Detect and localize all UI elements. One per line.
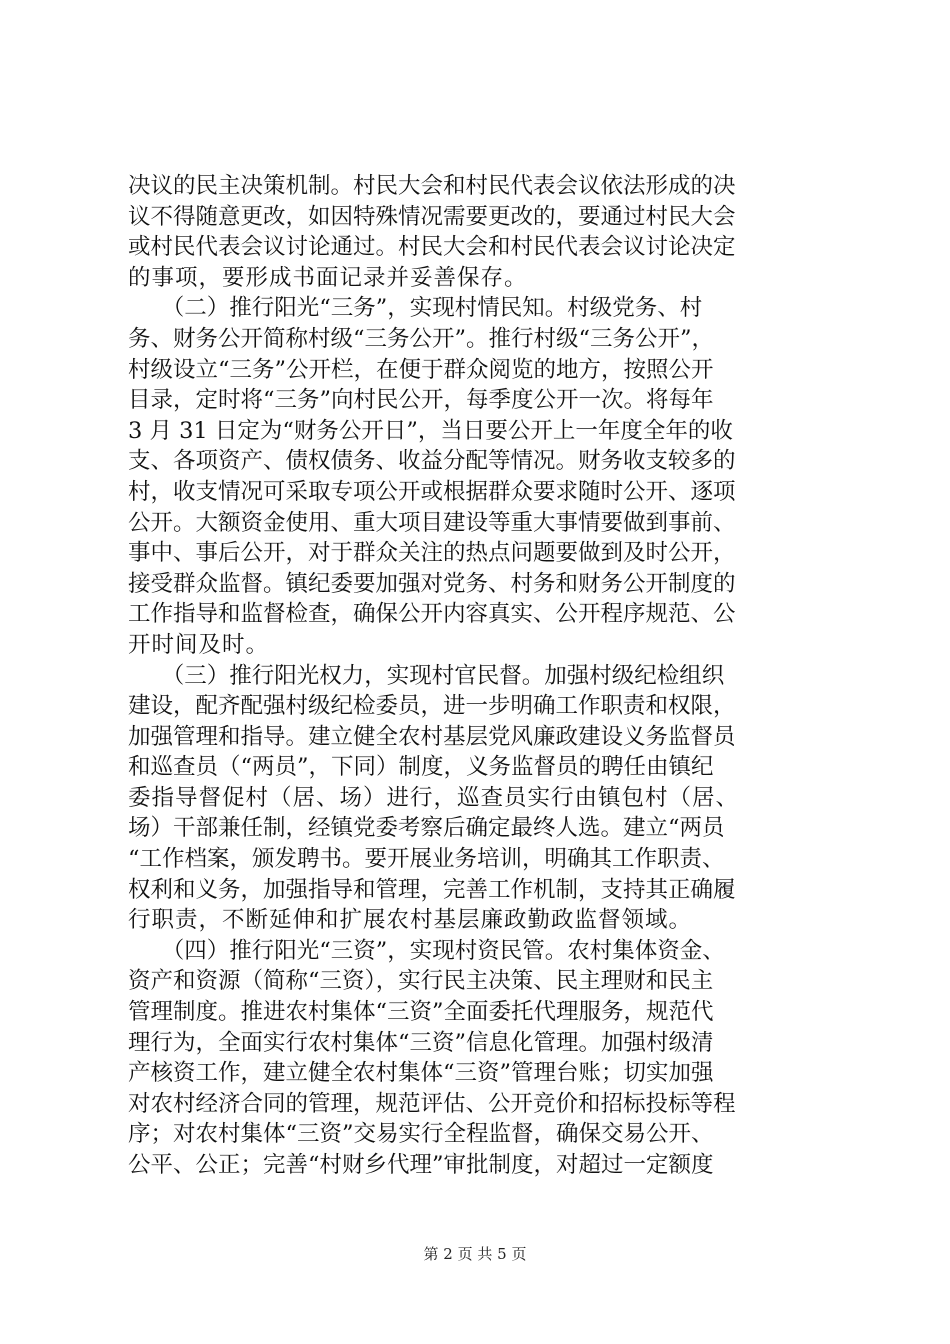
text-line: 村，收支情况可采取专项公开或根据群众要求随时公开、逐项	[128, 478, 736, 505]
text-line: 行职责，不断延伸和扩展农村基层廉政勤政监督领域。	[128, 907, 693, 934]
text-line: 权利和义务，加强指导和管理，完善工作机制，支持其正确履	[128, 876, 736, 903]
text-line: 目录，定时将“三务”向村民公开，每季度公开一次。将每年	[128, 387, 714, 414]
text-line: 务、财务公开简称村级“三务公开”。推行村级“三务公开”，	[128, 325, 715, 352]
text-line: 委指导督促村（居、场）进行，巡查员实行由镇包村（居、	[128, 784, 740, 811]
text-line: 决议的民主决策机制。村民大会和村民代表会议依法形成的决	[128, 173, 736, 199]
text-line: 议不得随意更改，如因特殊情况需要更改的，要通过村民大会	[128, 203, 736, 230]
text-line: 事中、事后公开，对于群众关注的热点问题要做到及时公开，	[128, 540, 736, 567]
document-body	[128, 171, 832, 1181]
text-line: 序；对农村集体“三资”交易实行全程监督，确保交易公开、	[128, 1121, 714, 1148]
text-line: 公开。大额资金使用、重大项目建设等重大事情要做到事前、	[128, 509, 736, 536]
text-line: 理行为，全面实行农村集体“三资”信息化管理。加强村级清	[128, 1029, 714, 1056]
text-line: 工作指导和监督检查，确保公开内容真实、公开程序规范、公	[128, 601, 736, 628]
text-line: （二）推行阳光“三务”，实现村情民知。村级党务、村	[128, 295, 703, 322]
text-line: 资产和资源（简称“三资），实行民主决策、民主理财和民主	[128, 968, 714, 995]
text-line: 接受群众监督。镇纪委要加强对党务、村务和财务公开制度的	[128, 570, 736, 597]
text-line: 开时间及时。	[128, 631, 270, 658]
text-line: 对农村经济合同的管理，规范评估、公开竞价和招标投标等程	[128, 1090, 736, 1117]
text-line: 场）干部兼任制，经镇党委考察后确定最终人选。建立“两员	[128, 815, 725, 842]
text-line: 或村民代表会议讨论通过。村民大会和村民代表会议讨论决定	[128, 234, 736, 261]
text-line: （三）推行阳光权力，实现村官民督。加强村级纪检组织	[128, 662, 725, 689]
page-footer: 第 2 页 共 5 页	[423, 1245, 527, 1263]
text-line: 产核资工作，建立健全农村集体“三资”管理台账；切实加强	[128, 1060, 714, 1087]
text-line: “工作档案，颁发聘书。要开展业务培训，明确其工作职责、	[128, 846, 725, 873]
text-line: 的事项，要形成书面记录并妥善保存。	[128, 264, 528, 291]
text-line: 3 月 31 日定为“财务公开日”，当日要公开上一年度全年的收	[128, 417, 733, 444]
text-line: 公平、公正；完善“村财乡代理”审批制度，对超过一定额度	[128, 1152, 714, 1178]
text-line: 支、各项资产、债权债务、收益分配等情况。财务收支较多的	[128, 448, 736, 475]
text-line: 管理制度。推进农村集体“三资”全面委托代理服务，规范代	[128, 999, 714, 1026]
text-line: 和巡查员（“两员”，下同）制度，义务监督员的聘任由镇纪	[128, 754, 714, 781]
text-line: 村级设立“三务”公开栏，在便于群众阅览的地方，按照公开	[128, 356, 714, 383]
text-line: 加强管理和指导。建立健全农村基层党风廉政建设义务监督员	[128, 723, 736, 750]
text-line: （四）推行阳光“三资”，实现村资民管。农村集体资金、	[128, 937, 725, 964]
text-line: 建设，配齐配强村级纪检委员，进一步明确工作职责和权限，	[128, 693, 736, 720]
